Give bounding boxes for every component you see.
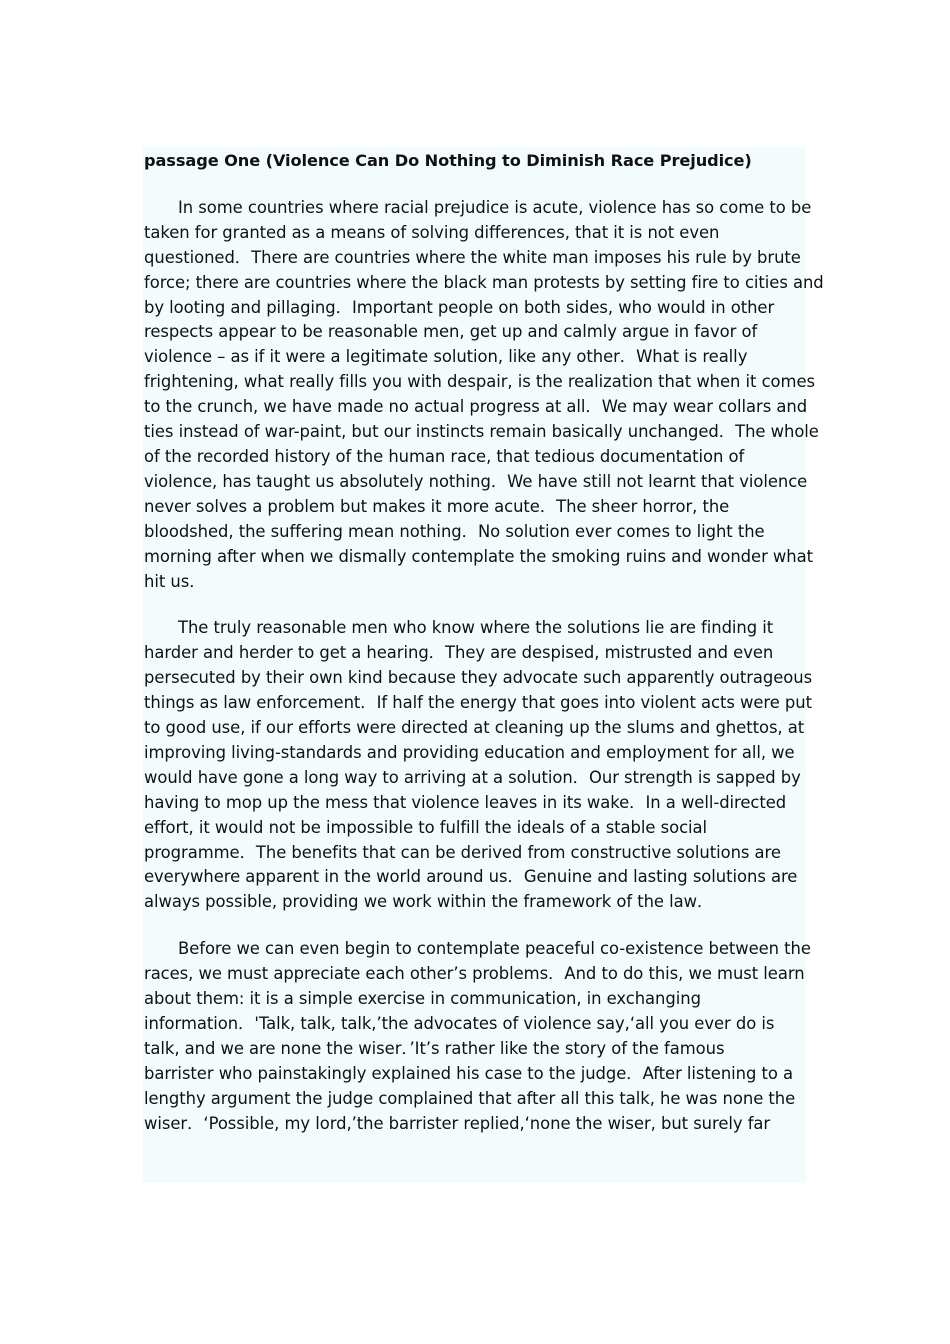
paragraph-line: information．'Talk, talk, talk,’the advocates of violence say,‘all you ever do is	[144, 1014, 775, 1033]
passage-text-block	[143, 147, 824, 1183]
paragraph-line: improving living-standards and providing education and employment for all, we	[144, 742, 795, 762]
paragraph-line: to good use, if our efforts were directed at cleaning up the slums and ghettos, at	[144, 718, 805, 738]
paragraph-line: lengthy argument the judge complained that after all this talk, he was none the	[144, 1088, 796, 1108]
paragraph-line: harder and herder to get a hearing．They are despised, mistrusted and even	[144, 643, 774, 663]
paragraph-line: hit us．	[144, 571, 206, 591]
paragraph-line: never solves a problem but makes it more acute．The sheer horror, the	[144, 496, 730, 516]
paragraph-line: force; there are countries where the black man protests by setting fire to cities and	[144, 272, 824, 292]
paragraph-line: barrister who painstakingly explained his case to the judge．After listening to a	[144, 1063, 794, 1083]
paragraph-line: effort, it would not be impossible to fulfill the ideals of a stable social	[144, 817, 708, 837]
paragraph-line: In some countries where racial prejudice is acute, violence has so come to be	[178, 197, 812, 217]
paragraph-line: having to mop up the mess that violence leaves in its wake．In a well-directed	[144, 792, 787, 812]
paragraph-line: frightening, what really fills you with despair, is the realization that when it comes	[144, 372, 815, 392]
passage-title: passage One (Violence Can Do Nothing to Diminish Race Prejudice)	[144, 151, 752, 170]
paragraph-line: taken for granted as a means of solving differences, that it is not even	[144, 222, 720, 242]
paragraph-line: by looting and pillaging．Important people on both sides, who would in other	[144, 297, 775, 317]
paragraph-line: bloodshed, the suffering mean nothing．No solution ever comes to light the	[144, 521, 765, 541]
paragraph-line: violence – as if it were a legitimate solution, like any other．What is really	[144, 347, 748, 367]
paragraph-line: about them: it is a simple exercise in communication, in exchanging	[144, 989, 701, 1009]
paragraph-line: respects appear to be reasonable men, get up and calmly argue in favor of	[144, 322, 758, 342]
paragraph-line: persecuted by their own kind because they advocate such apparently outrageous	[144, 668, 813, 688]
paragraph-2	[144, 616, 813, 915]
paragraph-line: violence, has taught us absolutely nothing．We have still not learnt that violence	[144, 471, 808, 491]
paragraph-line: things as law enforcement．If half the energy that goes into violent acts were put	[144, 693, 813, 713]
paragraph-line: would have gone a long way to arriving at a solution．Our strength is sapped by	[144, 767, 801, 787]
paragraph-line: everywhere apparent in the world around us．Genuine and lasting solutions are	[144, 867, 798, 887]
paragraph-line: Before we can even begin to contemplate peaceful co-existence between the	[178, 939, 811, 959]
paragraph-3	[144, 937, 811, 1136]
paragraph-line: talk, and we are none the wiser．’It’s rather like the story of the famous	[144, 1038, 725, 1058]
paragraph-line: always possible, providing we work within the framework of the law．	[144, 892, 714, 912]
paragraph-line: The truly reasonable men who know where the solutions lie are finding it	[178, 618, 774, 638]
paragraph-line: morning after when we dismally contemplate the smoking ruins and wonder what	[144, 546, 813, 566]
paragraph-line: programme．The benefits that can be derived from constructive solutions are	[144, 842, 781, 862]
paragraph-line: ties instead of war-paint, but our instincts remain basically unchanged．The whole	[144, 422, 819, 442]
paragraph-line: races, we must appreciate each other’s problems．And to do this, we must learn	[144, 964, 805, 984]
paragraph-1	[144, 196, 824, 595]
paragraph-line: questioned．There are countries where the white man imposes his rule by brute	[144, 247, 801, 267]
paragraph-line: of the recorded history of the human race, that tedious documentation of	[144, 446, 745, 466]
paragraph-line: to the crunch, we have made no actual progress at all．We may wear collars and	[144, 397, 808, 417]
paragraph-line: wiser．‘Possible, my lord,’the barrister replied,‘none the wiser, but surely far	[144, 1113, 771, 1133]
